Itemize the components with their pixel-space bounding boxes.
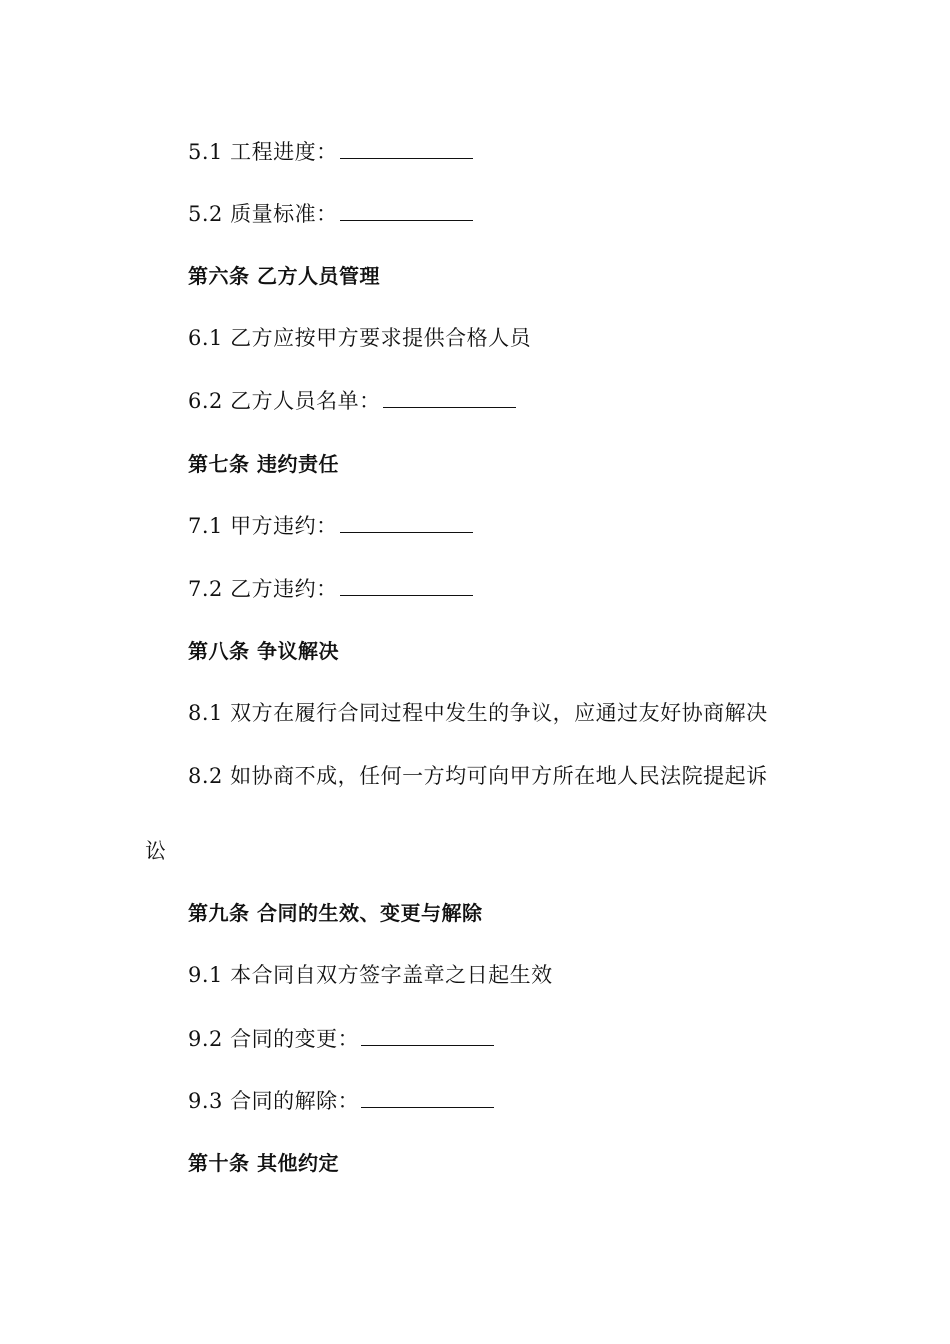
- clause-text: 7.2 乙方违约：: [188, 577, 338, 601]
- clause-text: 5.2 质量标准：: [188, 202, 338, 226]
- clause-text: 6.2 乙方人员名单：: [188, 389, 381, 413]
- article-6-heading: 第六条 乙方人员管理: [188, 264, 380, 288]
- clause-text: 9.3 合同的解除：: [188, 1089, 360, 1113]
- clause-7-1: [188, 511, 473, 541]
- fill-in-blank: [383, 389, 516, 408]
- fill-in-blank: [340, 140, 473, 159]
- clause-8-1: 8.1 双方在履行合同过程中发生的争议，应通过友好协商解决: [188, 701, 768, 725]
- clause-text: 9.2 合同的变更：: [188, 1027, 360, 1051]
- clause-8-2: 8.2 如协商不成，任何一方均可向甲方所在地人民法院提起诉: [188, 764, 768, 788]
- article-7-heading: 第七条 违约责任: [188, 452, 339, 476]
- clause-9-1: 9.1 本合同自双方签字盖章之日起生效: [188, 963, 553, 987]
- clause-text: 5.1 工程进度：: [188, 140, 338, 164]
- clause-5-2: [188, 199, 473, 229]
- article-9-heading: 第九条 合同的生效、变更与解除: [188, 901, 483, 925]
- fill-in-blank: [340, 514, 473, 533]
- article-10-heading: 第十条 其他约定: [188, 1151, 339, 1175]
- clause-5-1: [188, 137, 473, 167]
- fill-in-blank: [361, 1027, 494, 1046]
- clause-text: 7.1 甲方违约：: [188, 514, 338, 538]
- clause-9-3: [188, 1086, 494, 1116]
- fill-in-blank: [340, 577, 473, 596]
- clause-8-2-continuation: 讼: [145, 839, 167, 863]
- clause-7-2: [188, 574, 473, 604]
- fill-in-blank: [340, 202, 473, 221]
- clause-9-2: [188, 1024, 494, 1054]
- clause-6-1: 6.1 乙方应按甲方要求提供合格人员: [188, 326, 532, 350]
- fill-in-blank: [361, 1089, 494, 1108]
- clause-6-2: [188, 386, 516, 416]
- article-8-heading: 第八条 争议解决: [188, 639, 339, 663]
